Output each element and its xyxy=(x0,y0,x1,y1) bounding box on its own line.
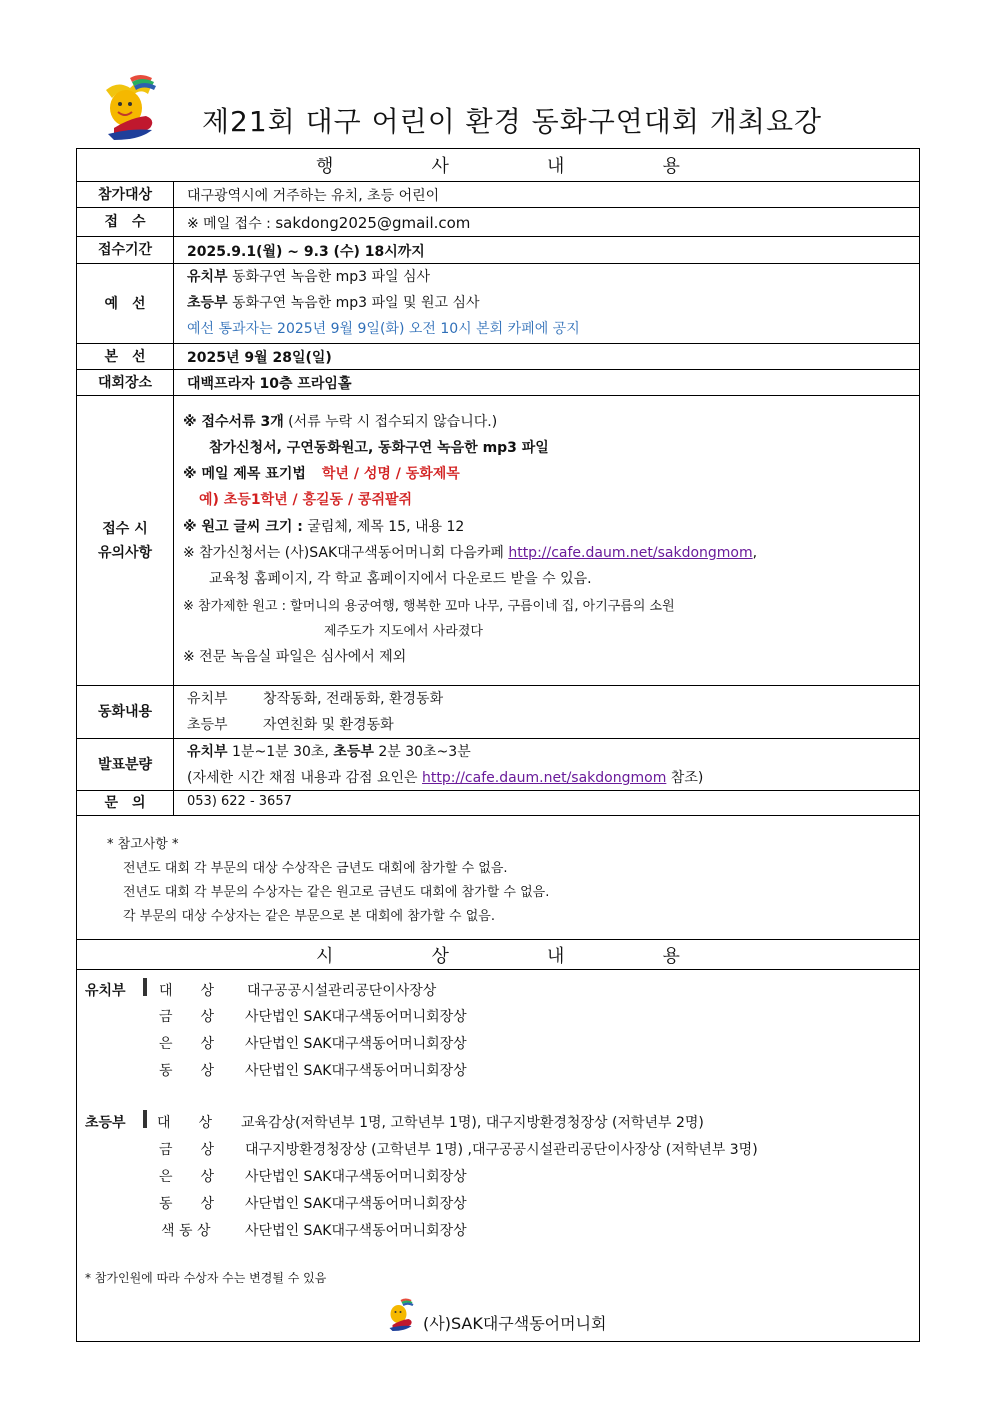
restricted-line-2: 제주도가 지도에서 사라졌다 xyxy=(324,624,483,639)
reception-row xyxy=(77,208,919,237)
duration-detail-post: 참조) xyxy=(666,770,704,786)
cafe-link[interactable]: http://cafe.daum.net/sakdongmom xyxy=(422,770,667,786)
participants-row xyxy=(77,182,919,208)
award-division-kinder: 유치부 xyxy=(85,983,126,999)
header-char: 내 xyxy=(547,945,565,967)
story-kinder-division: 유치부 xyxy=(187,691,228,707)
prelim-elem-division: 초등부 xyxy=(187,295,228,311)
award-name: 금 상 xyxy=(159,1009,215,1025)
prelim-elem-text: 동화구연 녹음한 mp3 파일 및 원고 심사 xyxy=(227,295,480,311)
story-elem-text: 자연친화 및 환경동화 xyxy=(263,717,394,733)
venue-label: 대회장소 xyxy=(77,370,174,395)
header-char: 용 xyxy=(662,156,680,177)
docs-note: (서류 누락 시 접수되지 않습니다.) xyxy=(283,414,498,430)
notes-label xyxy=(77,396,174,685)
venue-row xyxy=(77,370,919,396)
award-name: 금 상 xyxy=(159,1142,215,1158)
period-row xyxy=(77,237,919,264)
award-name: 은 상 xyxy=(159,1169,215,1185)
award-desc: 대구공공시설관리공단이사장상 xyxy=(247,983,437,999)
participants-label: 참가대상 xyxy=(77,182,174,207)
prelim-kinder-division: 유치부 xyxy=(187,269,228,285)
award-desc: 사단법인 SAK대구색동어머니회장상 xyxy=(245,1063,467,1079)
reference-line: 전년도 대회 각 부문의 대상 수상작은 금년도 대회에 참가할 수 없음. xyxy=(123,861,508,876)
final-row xyxy=(77,344,919,370)
duration-row xyxy=(77,739,919,791)
subject-example: 예) 초등1학년 / 홍길동 / 콩쥐팥쥐 xyxy=(199,492,413,508)
notes-label-line: 유의사항 xyxy=(97,544,153,561)
story-label: 동화내용 xyxy=(77,686,174,738)
contact-label: 문 의 xyxy=(77,791,174,815)
prelim-row xyxy=(77,264,919,344)
cafe-link[interactable]: http://cafe.daum.net/sakdongmom xyxy=(508,545,753,561)
notes-row xyxy=(77,396,919,686)
font-size-heading: ※ 원고 글씨 크기 : xyxy=(183,519,303,535)
event-section-header xyxy=(77,149,919,182)
contact-phone: 053) 622 - 3657 xyxy=(187,794,292,809)
header-char: 사 xyxy=(431,156,449,177)
docs-list: 참가신청서, 구연동화원고, 동화구연 녹음한 mp3 파일 xyxy=(209,440,549,456)
contact-row xyxy=(77,791,919,816)
award-desc: 사단법인 SAK대구색동어머니회장상 xyxy=(245,1223,467,1239)
subject-format: 학년 / 성명 / 동화제목 xyxy=(321,466,460,482)
header-char: 행 xyxy=(316,156,334,177)
form-comma: , xyxy=(752,545,758,561)
reference-line: 각 부문의 대상 수상자는 같은 부문으로 본 대회에 참가할 수 없음. xyxy=(123,909,495,924)
award-name: 대 상 xyxy=(159,983,215,999)
reception-label: 접 수 xyxy=(77,208,174,236)
prelim-notice: 예선 통과자는 2025년 9월 9일(화) 오전 10시 본회 카페에 공지 xyxy=(187,321,580,337)
duration-detail-pre: (자세한 시간 채점 내용과 감점 요인은 xyxy=(187,770,423,786)
award-desc: 대구지방환경청장상 (고학년부 1명) ,대구공공시설관리공단이사장상 (저학년부 3명) xyxy=(245,1142,758,1158)
docs-heading: ※ 접수서류 3개 xyxy=(183,414,284,430)
duration-elem-time: 2분 30초~3분 xyxy=(373,744,471,760)
story-row xyxy=(77,686,919,739)
period-value: 2025.9.1(월) ~ 9.3 (수) 18시까지 xyxy=(187,244,425,260)
page-title: 제21회 대구 어린이 환경 동화구연대회 개최요강 xyxy=(202,105,823,138)
font-size-text: 굴림체, 제목 15, 내용 12 xyxy=(302,519,465,535)
prelim-kinder-text: 동화구연 녹음한 mp3 파일 심사 xyxy=(227,269,431,285)
award-name: 색 동 상 xyxy=(161,1223,211,1239)
header-char: 시 xyxy=(316,945,334,967)
award-name: 동 상 xyxy=(159,1196,215,1212)
form-text: ※ 참가신청서는 (사)SAK대구색동어머니회 다음카페 xyxy=(183,545,509,561)
restricted-line-1: ※ 참가제한 원고 : 할머니의 용궁여행, 행복한 꼬마 나무, 구름이네 집, 아기구름의 소원 xyxy=(183,599,675,614)
saekdong-logo-icon xyxy=(385,1297,417,1331)
venue-value: 대백프라자 10층 프라임홀 xyxy=(187,376,352,392)
award-name: 대 상 xyxy=(157,1115,213,1131)
division-bar xyxy=(143,1110,147,1128)
header-char: 내 xyxy=(547,156,565,177)
duration-kinder-division: 유치부 xyxy=(187,744,228,760)
award-name: 은 상 xyxy=(159,1036,215,1052)
award-desc: 사단법인 SAK대구색동어머니회장상 xyxy=(245,1036,467,1052)
award-division-elem: 초등부 xyxy=(85,1115,126,1131)
reference-heading: * 참고사항 * xyxy=(107,837,179,852)
reception-prefix: ※ 메일 접수 : xyxy=(187,216,276,232)
notes-label-line: 접수 시 xyxy=(102,520,148,537)
reference-line: 전년도 대회 각 부문의 수상자는 같은 원고로 금년도 대회에 참가할 수 없음. xyxy=(123,885,550,900)
award-desc: 사단법인 SAK대구색동어머니회장상 xyxy=(245,1009,467,1025)
form-text-2: 교육청 홈페이지, 각 학교 홈페이지에서 다운로드 받을 수 있음. xyxy=(209,571,592,587)
award-section-header xyxy=(77,940,919,970)
duration-kinder-time: 1분~1분 30초, xyxy=(227,744,334,760)
final-value: 2025년 9월 28일(일) xyxy=(187,350,332,366)
footnote: * 참가인원에 따라 수상자 수는 변경될 수 있음 xyxy=(85,1271,327,1285)
award-desc: 사단법인 SAK대구색동어머니회장상 xyxy=(245,1196,467,1212)
reception-email[interactable]: sakdong2025@gmail.com xyxy=(275,214,471,232)
final-label: 본 선 xyxy=(77,344,174,369)
story-kinder-text: 창작동화, 전래동화, 환경동화 xyxy=(263,691,444,707)
story-elem-division: 초등부 xyxy=(187,717,228,733)
award-name: 동 상 xyxy=(159,1063,215,1079)
period-label: 접수기간 xyxy=(77,237,174,263)
saekdong-logo-icon xyxy=(100,72,162,140)
subject-heading: ※ 메일 제목 표기법 xyxy=(183,466,306,482)
prelim-label: 예 선 xyxy=(77,264,174,343)
info-table xyxy=(76,148,920,1342)
reference-box xyxy=(77,816,919,940)
duration-label: 발표분량 xyxy=(77,739,174,790)
division-bar xyxy=(143,978,147,996)
participants-value: 대구광역시에 거주하는 유치, 초등 어린이 xyxy=(187,188,440,204)
header-char: 용 xyxy=(662,945,680,967)
pro-recording-note: ※ 전문 녹음실 파일은 심사에서 제외 xyxy=(183,649,407,665)
duration-elem-division: 초등부 xyxy=(333,744,374,760)
award-desc: 교육감상(저학년부 1명, 고학년부 1명), 대구지방환경청장상 (저학년부 2명) xyxy=(241,1115,704,1131)
header-char: 상 xyxy=(431,945,449,967)
footer-org-name: (사)SAK대구색동어머니회 xyxy=(423,1314,607,1333)
award-desc: 사단법인 SAK대구색동어머니회장상 xyxy=(245,1169,467,1185)
